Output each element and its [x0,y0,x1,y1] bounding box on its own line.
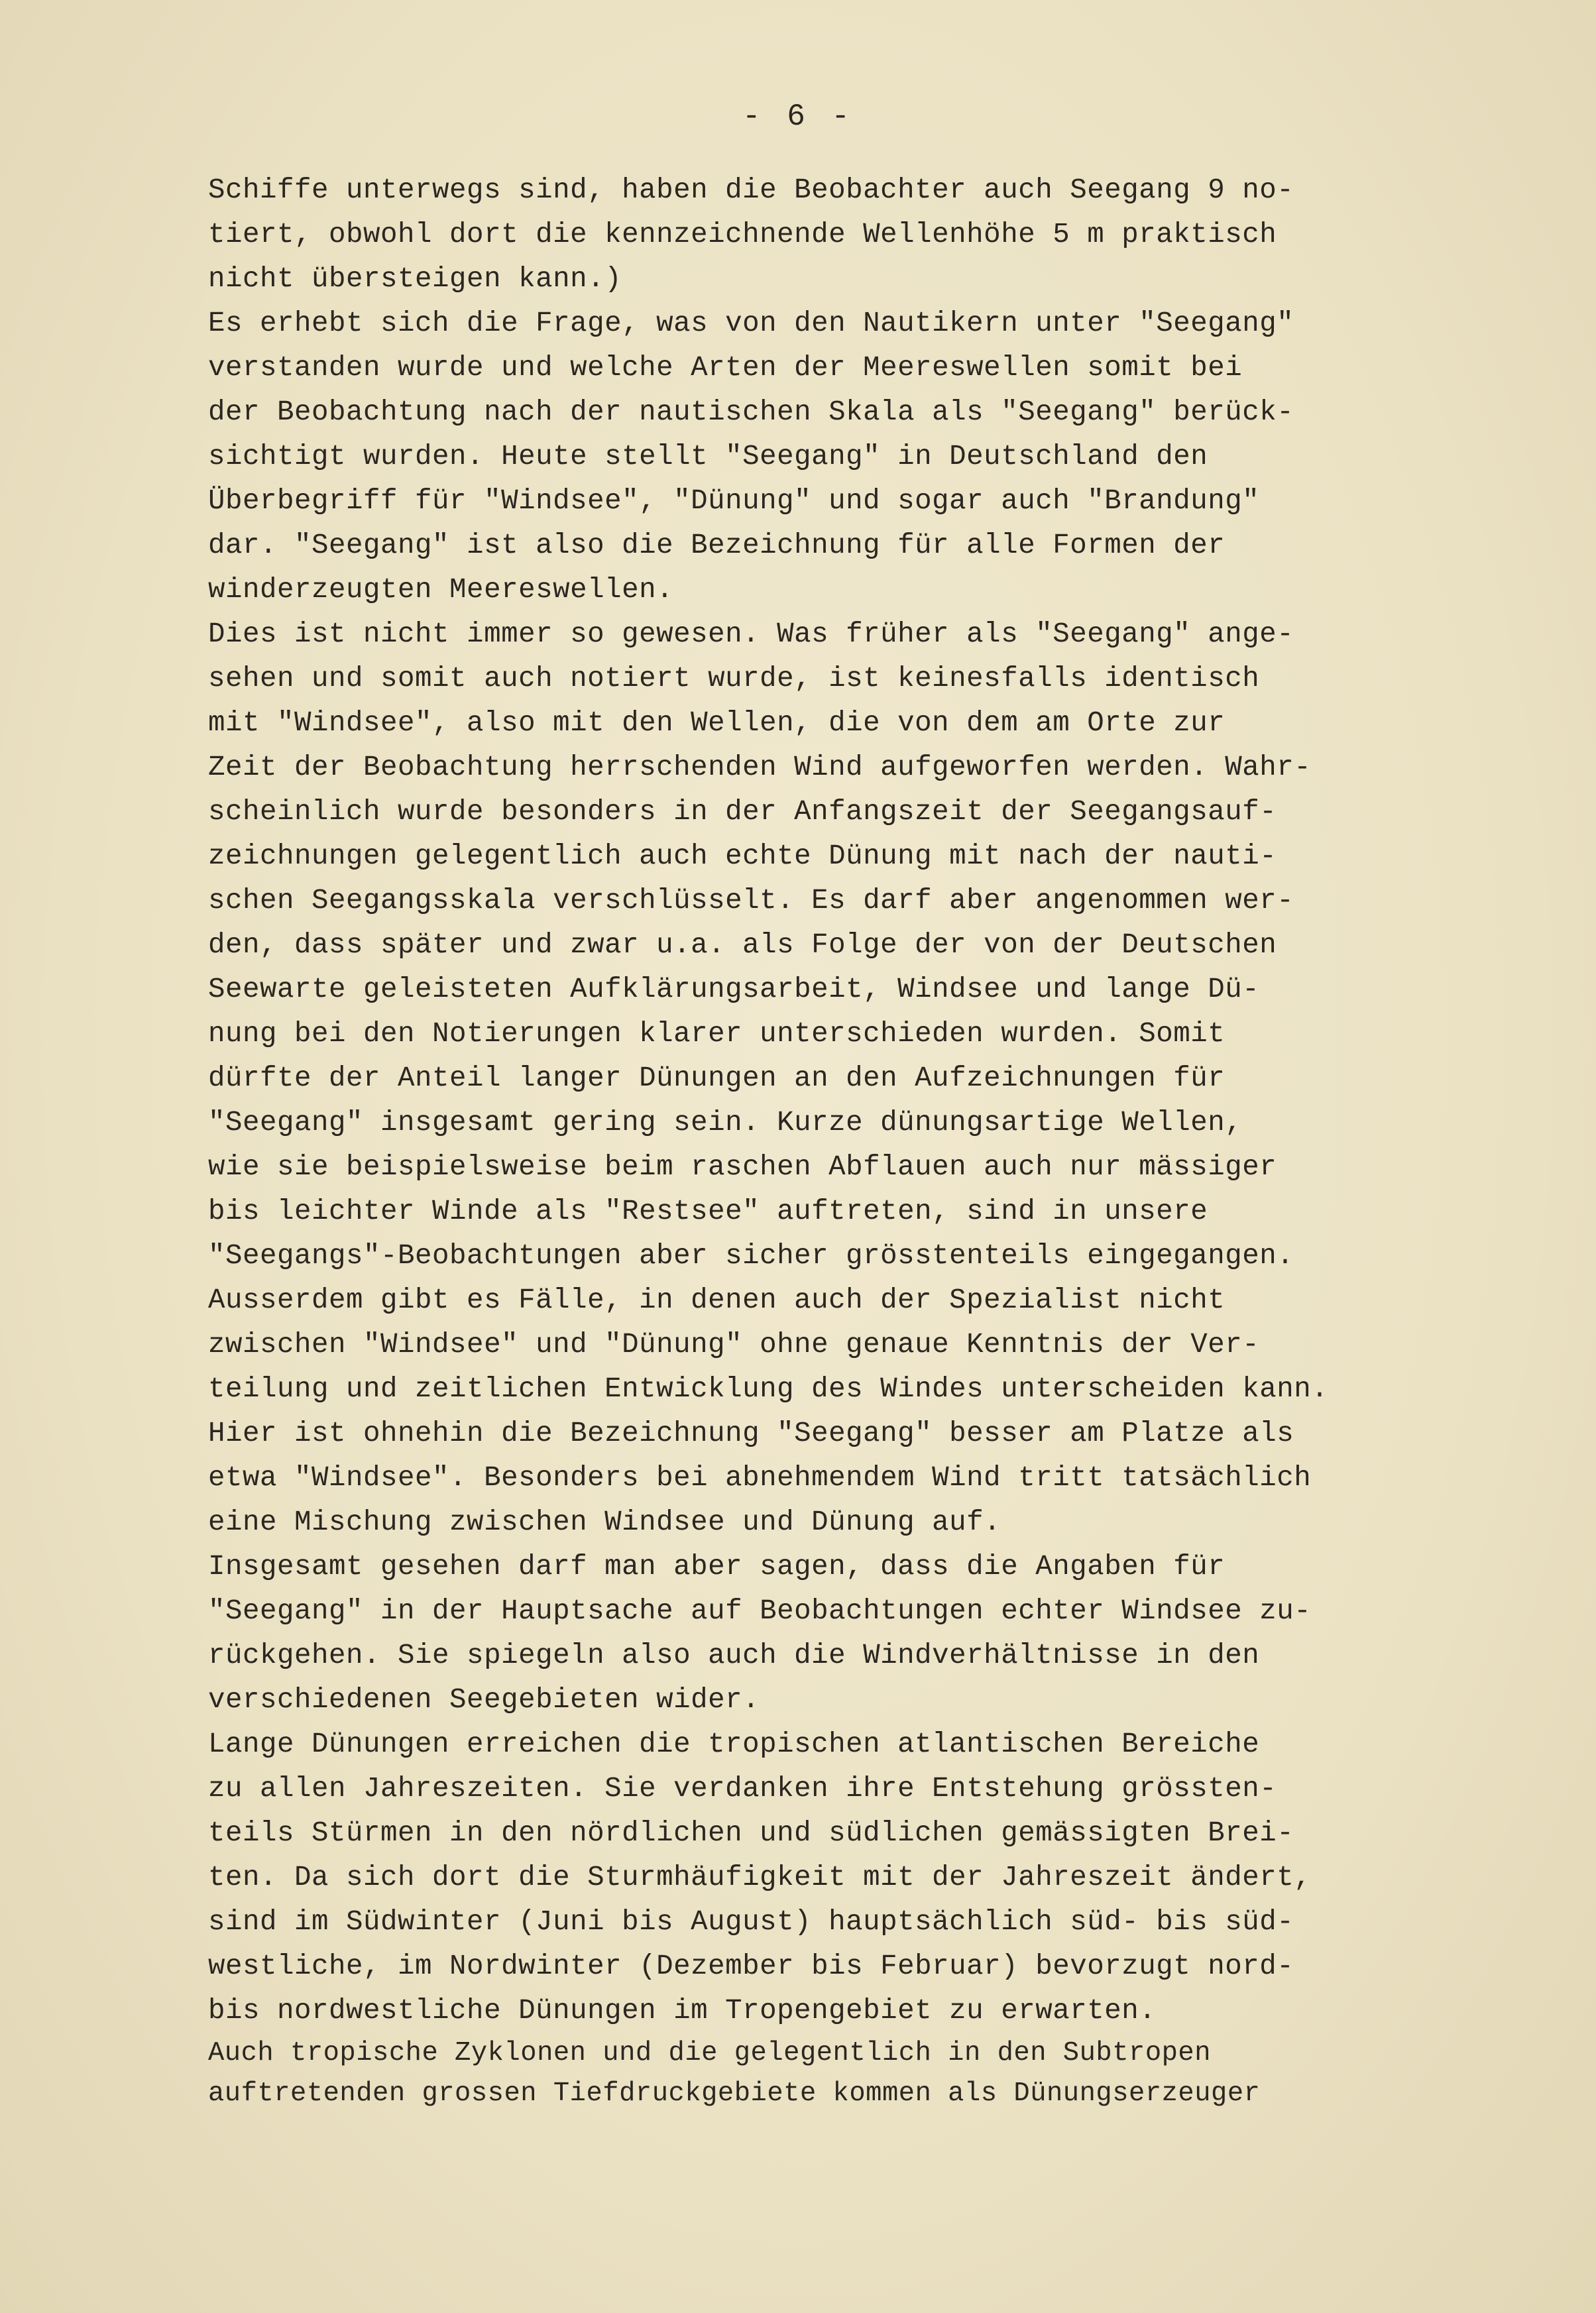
text-line: zeichnungen gelegentlich auch echte Dünung mit nach der nauti- [208,840,1277,872]
text-line: Es erhebt sich die Frage, was von den Nautikern unter "Seegang" [208,308,1294,339]
text-line: nung bei den Notierungen klarer unterschieden wurden. Somit [208,1018,1226,1050]
text-line: nicht übersteigen kann.) [208,263,622,295]
text-line: mit "Windsee", also mit den Wellen, die von dem am Orte zur [208,707,1226,739]
text-line: etwa "Windsee". Besonders bei abnehmendem Wind tritt tatsächlich [208,1462,1312,1494]
text-line: sind im Südwinter (Juni bis August) hauptsächlich süd- bis süd- [208,1906,1294,1938]
text-line: rückgehen. Sie spiegeln also auch die Windverhältnisse in den [208,1640,1260,1671]
text-line: verschiedenen Seegebieten wider. [208,1684,760,1716]
text-line: Überbegriff für "Windsee", "Dünung" und sogar auch "Brandung" [208,485,1260,517]
text-line: Schiffe unterwegs sind, haben die Beobachter auch Seegang 9 no- [208,174,1294,206]
text-line: sehen und somit auch notiert wurde, ist keinesfalls identisch [208,663,1260,695]
text-line: sichtigt wurden. Heute stellt "Seegang" in Deutschland den [208,441,1208,473]
page-number: - 6 - [742,99,854,134]
text-line: Dies ist nicht immer so gewesen. Was früher als "Seegang" ange- [208,618,1294,650]
text-line: dar. "Seegang" ist also die Bezeichnung für alle Formen der [208,530,1226,561]
text-line: ten. Da sich dort die Sturmhäufigkeit mit der Jahreszeit ändert, [208,1862,1312,1893]
text-line: eine Mischung zwischen Windsee und Dünung auf. [208,1506,1001,1538]
text-line: schen Seegangsskala verschlüsselt. Es darf aber angenommen wer- [208,885,1294,917]
text-line: "Seegang" insgesamt gering sein. Kurze dünungsartige Wellen, [208,1107,1243,1139]
text-line: teilung und zeitlichen Entwicklung des Windes unterscheiden kann. [208,1373,1329,1405]
text-line: dürfte der Anteil langer Dünungen an den Aufzeichnungen für [208,1062,1226,1094]
text-line: verstanden wurde und welche Arten der Meereswellen somit bei [208,352,1243,384]
text-line: "Seegangs"-Beobachtungen aber sicher grösstenteils eingegangen. [208,1240,1294,1272]
text-line: westliche, im Nordwinter (Dezember bis Februar) bevorzugt nord- [208,1950,1294,1982]
text-line: Auch tropische Zyklonen und die gelegentlich in den Subtropen [208,2038,1212,2068]
text-line: tiert, obwohl dort die kennzeichnende Wellenhöhe 5 m praktisch [208,219,1277,251]
text-line: bis leichter Winde als "Restsee" auftreten, sind in unsere [208,1196,1208,1227]
body-text [208,168,1467,2114]
text-line: winderzeugten Meereswellen. [208,574,674,606]
text-line: Seewarte geleisteten Aufklärungsarbeit, Windsee und lange Dü- [208,974,1260,1005]
text-line: auftretenden grossen Tiefdruckgebiete kommen als Dünungserzeuger [208,2078,1261,2109]
text-line: scheinlich wurde besonders in der Anfangszeit der Seegangsauf- [208,796,1277,828]
text-line: zu allen Jahreszeiten. Sie verdanken ihre Entstehung grössten- [208,1773,1277,1805]
text-line: den, dass später und zwar u.a. als Folge der von der Deutschen [208,929,1277,961]
text-line: Lange Dünungen erreichen die tropischen atlantischen Bereiche [208,1728,1260,1760]
text-line: teils Stürmen in den nördlichen und südlichen gemässigten Brei- [208,1817,1294,1849]
text-line: "Seegang" in der Hauptsache auf Beobachtungen echter Windsee zu- [208,1595,1312,1627]
text-line: wie sie beispielsweise beim raschen Abflauen auch nur mässiger [208,1151,1277,1183]
text-line: Insgesamt gesehen darf man aber sagen, dass die Angaben für [208,1551,1226,1583]
text-line: Zeit der Beobachtung herrschenden Wind aufgeworfen werden. Wahr- [208,752,1312,783]
text-line: Ausserdem gibt es Fälle, in denen auch der Spezialist nicht [208,1284,1226,1316]
text-line: der Beobachtung nach der nautischen Skala als "Seegang" berück- [208,396,1294,428]
text-line: bis nordwestliche Dünungen im Tropengebiet zu erwarten. [208,1995,1157,2027]
text-line: zwischen "Windsee" und "Dünung" ohne genaue Kenntnis der Ver- [208,1329,1260,1361]
text-line: Hier ist ohnehin die Bezeichnung "Seegang" besser am Platze als [208,1418,1294,1449]
